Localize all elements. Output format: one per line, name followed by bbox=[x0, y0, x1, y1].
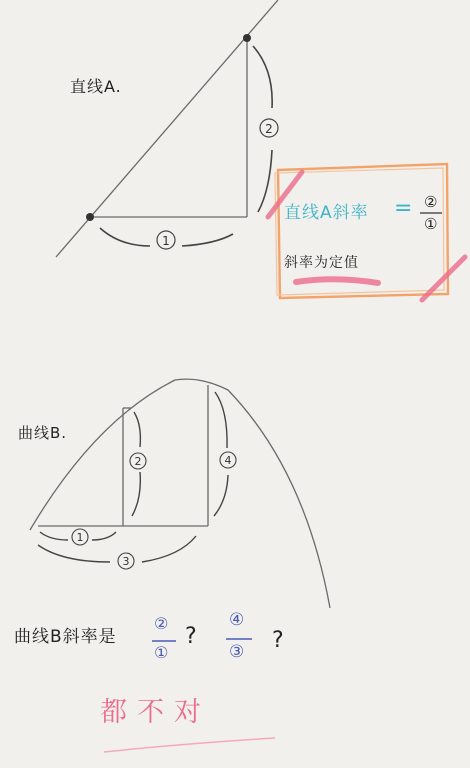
verdict-text: 都不对 bbox=[100, 697, 211, 728]
brace-3 bbox=[38, 545, 110, 562]
brace-2 bbox=[134, 412, 140, 447]
seg2-label: 2 bbox=[265, 122, 273, 136]
run-brace bbox=[182, 234, 233, 246]
rise-brace bbox=[253, 46, 272, 108]
curve-b-label: 曲线B. bbox=[18, 424, 68, 442]
line-a-label: 直线A. bbox=[70, 77, 122, 96]
curve-b bbox=[30, 379, 330, 608]
equals-sign: = bbox=[394, 196, 413, 221]
slope-numerator: ② bbox=[424, 193, 438, 211]
seg1-label: 1 bbox=[162, 234, 170, 248]
slope-box-frame bbox=[275, 168, 444, 295]
question-mark-1: ? bbox=[185, 624, 197, 649]
b-seg3-label: 3 bbox=[122, 555, 130, 568]
verdict-underline bbox=[104, 738, 275, 752]
brace-3 bbox=[142, 536, 196, 562]
slope-denominator: ① bbox=[424, 215, 438, 233]
brace-1 bbox=[40, 532, 68, 540]
pink-underline bbox=[296, 279, 378, 283]
run-brace bbox=[100, 228, 150, 246]
q-frac2-den: ③ bbox=[229, 642, 245, 662]
b-seg4-label: 4 bbox=[224, 454, 232, 467]
brace-4 bbox=[214, 475, 228, 516]
point-lower bbox=[86, 213, 94, 221]
brace-4 bbox=[215, 392, 227, 448]
question-text: 曲线B斜率是 bbox=[14, 627, 117, 647]
q-frac1-den: ① bbox=[154, 643, 169, 662]
slope-box-frame bbox=[278, 164, 448, 298]
point-upper bbox=[243, 34, 251, 42]
slope-title: 直线A斜率 bbox=[284, 203, 369, 223]
b-seg1-label: 1 bbox=[76, 531, 84, 544]
slope-conclusion: 斜率为定值 bbox=[284, 255, 359, 271]
b-seg2-label: 2 bbox=[134, 455, 142, 468]
q-frac1-num: ② bbox=[154, 614, 169, 633]
brace-1 bbox=[92, 532, 116, 540]
q-frac2-num: ④ bbox=[229, 610, 245, 630]
question-mark-2: ? bbox=[272, 628, 284, 653]
brace-2 bbox=[132, 472, 140, 516]
rise-brace bbox=[258, 150, 272, 212]
